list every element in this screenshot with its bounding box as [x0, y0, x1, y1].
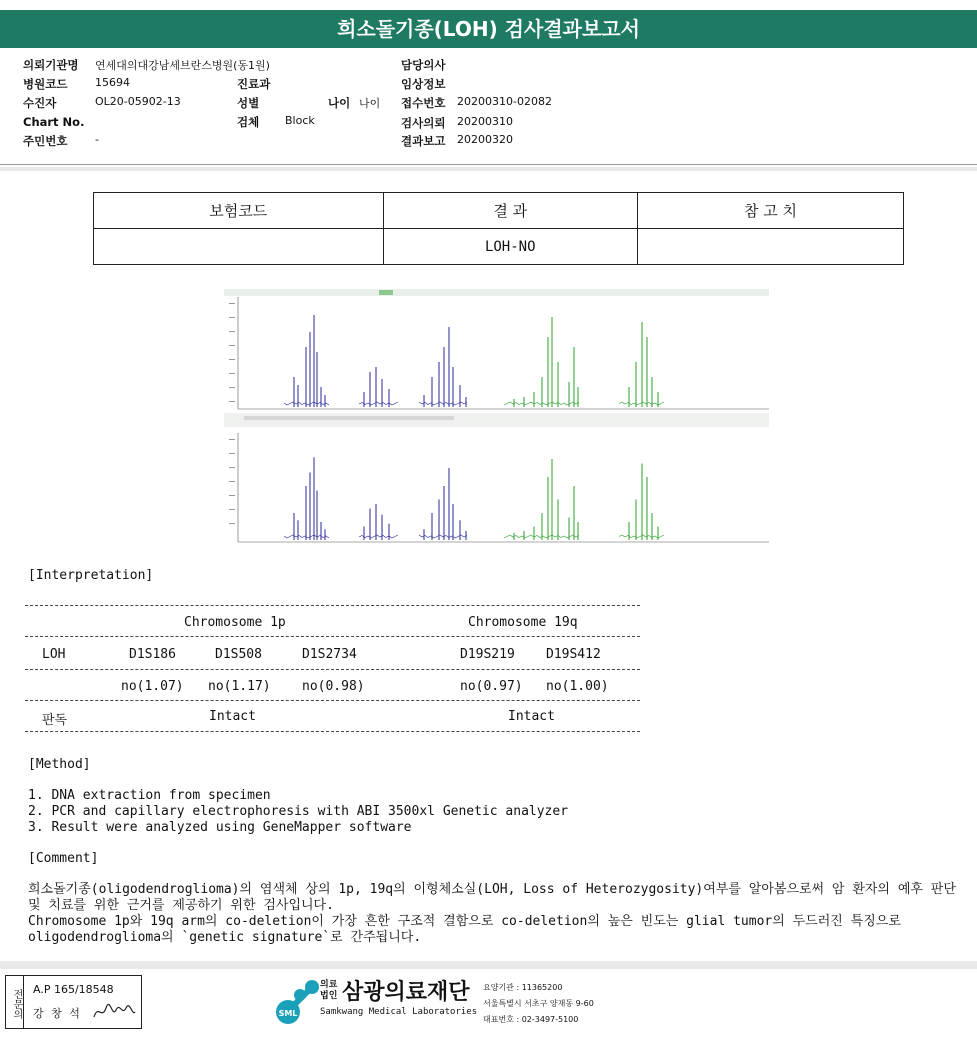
value-d1s2734: no(0.98) [302, 679, 365, 694]
resident-no-label: 주민번호 [23, 134, 68, 148]
value-d1s508: no(1.17) [208, 679, 271, 694]
stamp-ap: A.P 165/18548 [33, 983, 114, 996]
table-rule [25, 605, 640, 606]
divider-band [0, 167, 977, 171]
comment-line-1: 희소돌기종(oligodendroglioma)의 염색체 상의 1p, 19q의 이형체소실(LOH, Loss of Heterozygosity)여부를 알아봄으로써 암 환자의 예후 판단 및 치료를 위한 근거를 제공하기 위한 검사입니다. [28, 882, 956, 913]
verdict-19q: Intact [508, 709, 555, 724]
institution-value: 연세대의대강남세브란스병원(동1원) [95, 59, 270, 72]
marker-d1s186: D1S186 [129, 647, 176, 662]
test-request-label: 검사의뢰 [401, 116, 446, 130]
age-label: 나이 [328, 96, 351, 110]
cell-result: LOH-NO [383, 229, 637, 265]
result-table [93, 192, 904, 265]
table-rule [25, 731, 640, 732]
result-report-value: 20200320 [457, 133, 513, 146]
method-item-1: 1. DNA extraction from specimen [28, 788, 271, 803]
org-small-1: 의료 [320, 980, 338, 990]
logo-badge-text: SML [278, 1009, 298, 1018]
table-rule [25, 669, 640, 670]
stamp-name: 강 창 석 [33, 1007, 82, 1020]
clinical-label: 임상정보 [401, 77, 446, 91]
value-d19s219: no(0.97) [460, 679, 523, 694]
hospital-code-label: 병원코드 [23, 77, 68, 91]
specimen-value: Block [285, 114, 315, 127]
org-name: 삼광의료재단 [342, 980, 470, 1005]
org-address: 서울특별시 서초구 양재동 9-60 [483, 999, 594, 1008]
comment-heading: [Comment] [28, 851, 99, 866]
org-phone: 대표번호 : 02-3497-5100 [483, 1015, 579, 1024]
org-small-label [320, 980, 337, 1002]
stamp-side-label: 전문의 [6, 976, 24, 1028]
sex-label: 성별 [237, 96, 260, 110]
patient-info [0, 53, 977, 165]
header-reference: 참 고 치 [637, 193, 903, 229]
department-label: 진료과 [237, 77, 271, 91]
group-19q: Chromosome 19q [468, 615, 578, 630]
doctor-label: 담당의사 [401, 58, 446, 72]
loh-label: LOH [42, 647, 66, 662]
specimen-label: 검체 [237, 115, 260, 129]
org-english: Samkwang Medical Laboratories [320, 1007, 478, 1017]
report-title: 희소돌기종(LOH) 검사결과보고서 [0, 10, 977, 48]
table-rule [25, 700, 640, 701]
age-value: 나이 [359, 97, 381, 110]
receiver-label: 수진자 [23, 96, 57, 110]
receiver-value: OL20-05902-13 [95, 95, 181, 108]
header-insurance-code: 보험코드 [94, 193, 384, 229]
method-item-2: 2. PCR and capillary electrophoresis with ABI 3500xl Genetic analyzer [28, 804, 569, 819]
method-item-3: 3. Result were analyzed using GeneMapper software [28, 820, 412, 835]
org-code: 요양기관 : 11365200 [483, 983, 563, 992]
test-request-value: 20200310 [457, 115, 513, 128]
divider [0, 164, 977, 165]
hospital-code-value: 15694 [95, 76, 130, 89]
pathologist-stamp [5, 975, 142, 1029]
comment-line-2: Chromosome 1p와 19q arm의 co-deletion이 가장 흔한 구조적 결함으로 co-deletion의 높은 빈도는 glial tumor의 두드러진 특징으로 oligodendroglioma의 `genetic signature`로 간주됩니다. [28, 914, 901, 945]
marker-d19s219: D19S219 [460, 647, 515, 662]
footer-band [0, 961, 977, 969]
receipt-no-label: 접수번호 [401, 96, 446, 110]
result-report-label: 결과보고 [401, 134, 446, 148]
resident-no-value: - [95, 133, 99, 146]
marker-d19s412: D19S412 [546, 647, 601, 662]
value-d19s412: no(1.00) [546, 679, 609, 694]
chart-no-label: Chart No. [23, 115, 85, 129]
table-rule [25, 636, 640, 637]
institution-label: 의뢰기관명 [23, 58, 79, 72]
org-contact [483, 980, 594, 1028]
verdict-label: 판독 [42, 713, 68, 728]
cell-insurance-code [94, 229, 384, 265]
value-d1s186: no(1.07) [121, 679, 184, 694]
cell-reference [637, 229, 903, 265]
method-heading: [Method] [28, 757, 91, 772]
signature-icon [92, 1002, 137, 1022]
interpretation-heading: [Interpretation] [28, 568, 154, 583]
group-1p: Chromosome 1p [184, 615, 286, 630]
comment-body [28, 882, 968, 946]
org-small-2: 법인 [320, 991, 338, 1001]
header-result: 결 과 [383, 193, 637, 229]
verdict-1p: Intact [209, 709, 256, 724]
electropherogram-image [224, 289, 769, 544]
marker-d1s2734: D1S2734 [302, 647, 357, 662]
receipt-no-value: 20200310-02082 [457, 95, 552, 108]
marker-d1s508: D1S508 [215, 647, 262, 662]
